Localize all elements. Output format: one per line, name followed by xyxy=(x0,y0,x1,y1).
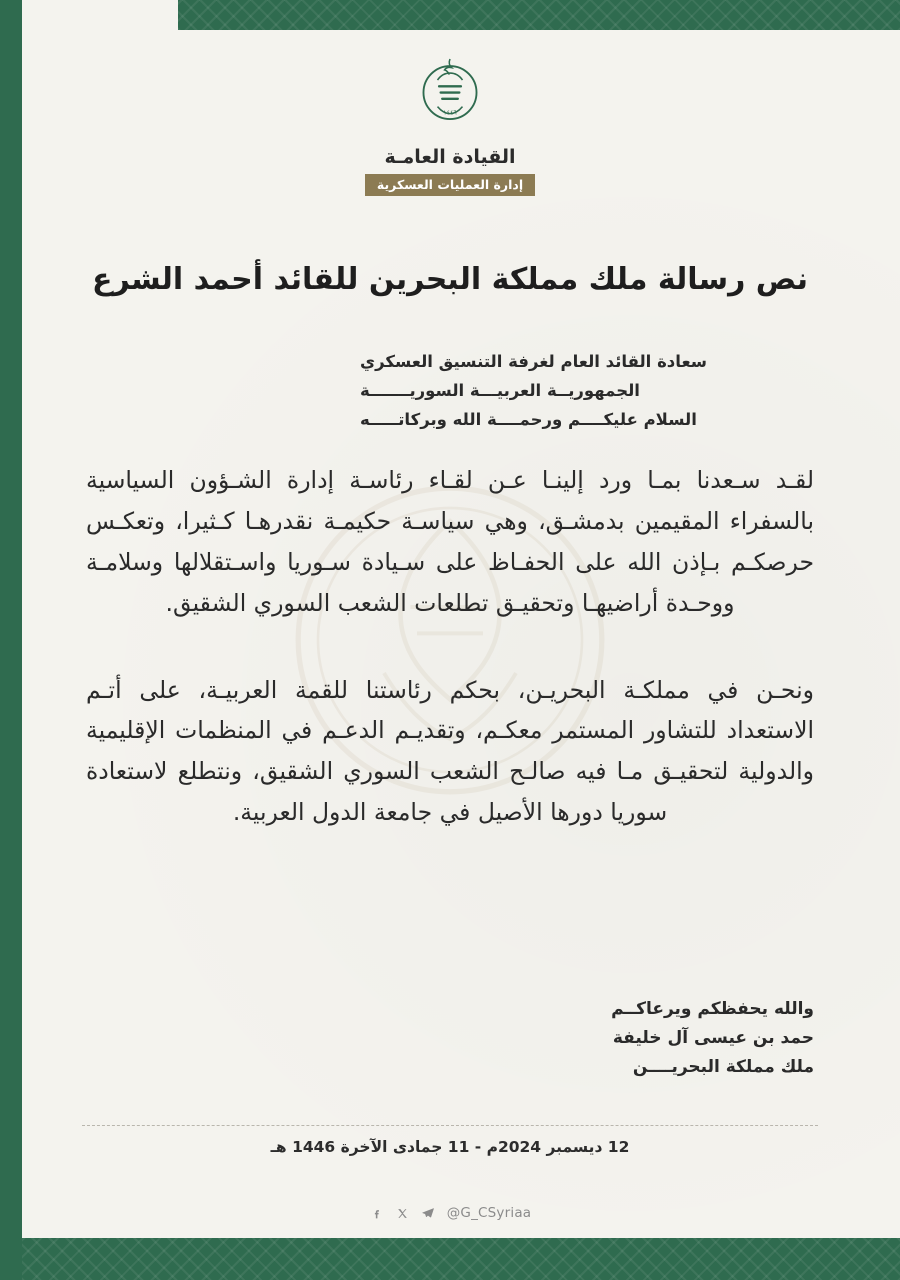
svg-text:١٤٤٦: ١٤٤٦ xyxy=(443,109,457,117)
general-command-emblem-icon xyxy=(411,52,489,130)
salutation-line-2: الجمهوريــة العربيـــة السوريـــــــة xyxy=(360,380,640,400)
organization-name: القيادة العامـة xyxy=(384,146,516,168)
top-green-band xyxy=(178,0,900,30)
signature-block xyxy=(394,995,814,1083)
x-twitter-icon[interactable] xyxy=(395,1206,410,1221)
body-paragraph-1: لقـد سـعدنا بمـا ورد إلينـا عـن لقـاء رئاسـة إدارة الشـؤون السياسية بالسفراء المقيمين بدمشـق، وهي سياسـة حكيمـة نقدرهـا كـثيرا، وتعكـس حرصكـم بـإذن الله على الحفـاظ على سـيادة سـوريا واسـتقلالها وسلامـة ووحـدة أراضيهـا وتحقيـق تطلعات الشعب السوري الشقيق. xyxy=(86,466,814,617)
page-title: نص رسالة ملك مملكة البحرين للقائد أحمد الشرع xyxy=(91,262,808,297)
salutation-block xyxy=(360,348,820,435)
salutation-line-1: سعادة القائد العام لغرفة التنسيق العسكري xyxy=(360,352,708,371)
dashed-divider xyxy=(82,1125,818,1126)
salutation-line-3: السلام عليكــــم ورحمــــة الله وبركاتـــــه xyxy=(360,409,697,429)
signature-line-1: والله يحفظكم ويرعاكــم xyxy=(611,999,814,1019)
facebook-icon[interactable] xyxy=(369,1206,384,1221)
signature-line-3: ملك مملكة البحريــــن xyxy=(632,1057,814,1078)
signature-line-2: حمد بن عيسى آل خليفة xyxy=(612,1028,814,1049)
date-line: 12 ديسمبر 2024م - 11 جمادى الآخرة 1446 هـ xyxy=(270,1138,630,1156)
organization-subtitle: إدارة العمليات العسكرية xyxy=(365,174,535,196)
social-footer xyxy=(0,1205,900,1221)
document-body xyxy=(86,460,814,879)
bottom-green-band xyxy=(22,1238,900,1280)
document-header xyxy=(0,52,900,196)
telegram-icon[interactable] xyxy=(421,1206,436,1221)
social-handle[interactable]: @G_CSyriaa xyxy=(446,1205,532,1221)
body-paragraph-2: ونحـن في مملكـة البحريـن، بحكم رئاستنا للقمة العربيـة، على أتـم الاستعداد للتشاور المستمر معكـم، وتقديـم الدعـم في المنظمات الإقليمية والدولية لتحقيـق مـا فيه صالـح الشعب السوري الشقيق، ونتطلع لاستعادة سوريا دورها الأصيل في جامعة الدول العربية. xyxy=(86,675,814,827)
